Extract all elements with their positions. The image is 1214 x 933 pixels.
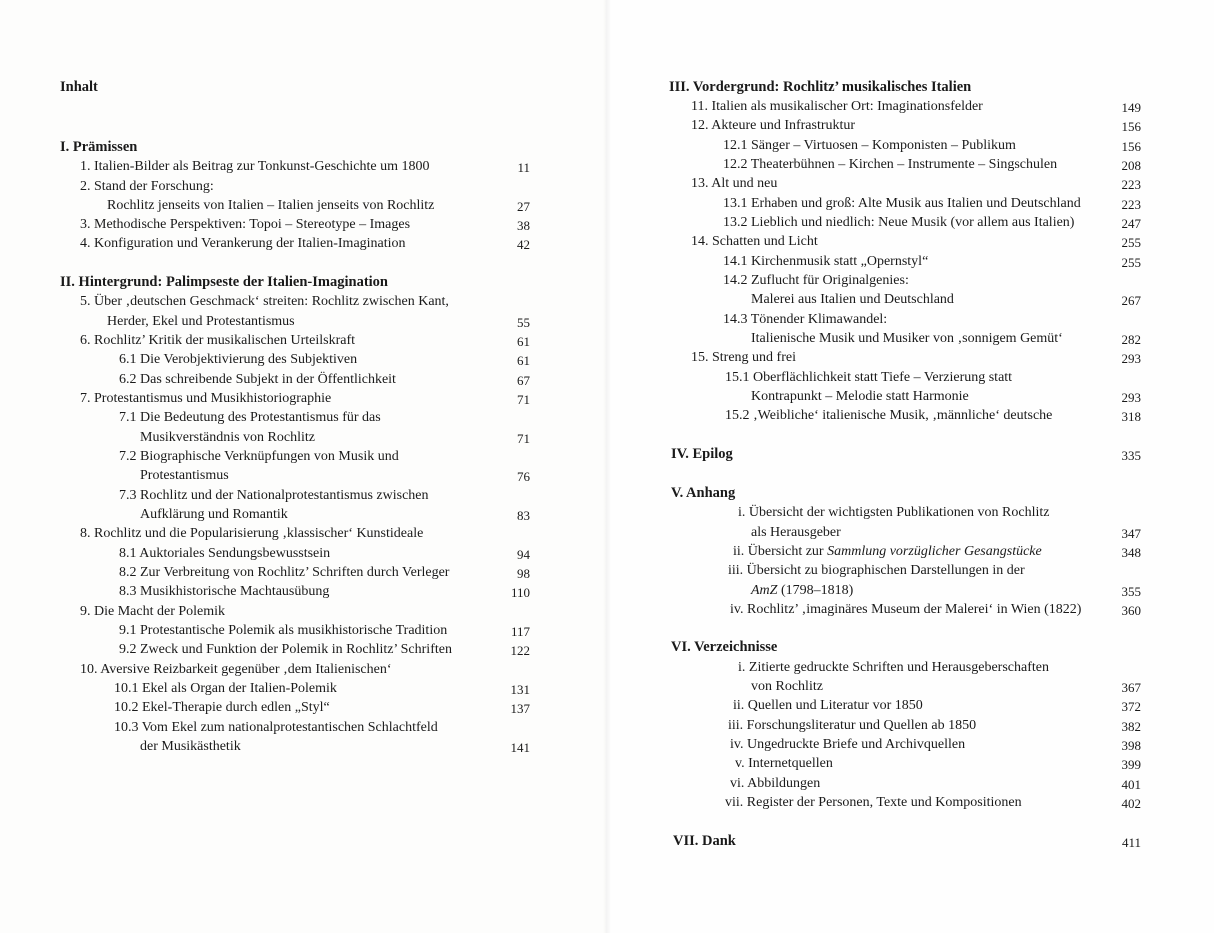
toc-page-number: 61 [517, 334, 530, 349]
toc-entry: 14.3 Tönender Klimawandel: [723, 312, 888, 327]
toc-page-number: 61 [517, 353, 530, 368]
toc-entry: 12. Akteure und Infrastruktur [691, 118, 856, 133]
toc-entry: 7.2 Biographische Verknüpfungen von Musik und [119, 449, 399, 464]
toc-page-number: 94 [517, 547, 530, 562]
toc-entry: 5. Über ‚deutschen Geschmack‘ streiten: Rochlitz zwischen Kant, [80, 294, 449, 309]
toc-section-heading: IV. Epilog [671, 446, 733, 462]
toc-entry: Herder, Ekel und Protestantismus [107, 314, 295, 329]
toc-page-number: 11 [517, 160, 530, 175]
toc-entry: 14. Schatten und Licht [691, 234, 818, 249]
toc-entry: 9.1 Protestantische Polemik als musikhistorische Tradition [119, 623, 448, 638]
toc-page-number: 71 [517, 392, 530, 407]
toc-page-number: 347 [1121, 526, 1141, 541]
toc-entry: 10.3 Vom Ekel zum nationalprotestantischen Schlachtfeld [114, 720, 438, 735]
toc-page-number: 293 [1121, 390, 1141, 405]
toc-page-number: 122 [510, 643, 530, 658]
toc-page-number: 402 [1121, 796, 1141, 811]
toc-page-number: 398 [1121, 738, 1141, 753]
toc-entry: 13.1 Erhaben und groß: Alte Musik aus Italien und Deutschland [723, 196, 1081, 211]
toc-entry: 1. Italien-Bilder als Beitrag zur Tonkunst-Geschichte um 1800 [80, 159, 430, 174]
toc-entry: vi. Abbildungen [730, 776, 821, 791]
toc-entry: 9.2 Zweck und Funktion der Polemik in Rochlitz’ Schriften [119, 642, 452, 657]
toc-entry: 6.2 Das schreibende Subjekt in der Öffentlichkeit [119, 372, 396, 387]
toc-page-number: 255 [1121, 255, 1141, 270]
toc-page-number: 318 [1121, 409, 1141, 424]
right-page [607, 0, 1214, 933]
toc-entry: ii. Quellen und Literatur vor 1850 [733, 698, 923, 713]
toc-entry: 8.2 Zur Verbreitung von Rochlitz’ Schriften durch Verleger [119, 565, 450, 580]
toc-page-number: 98 [517, 566, 530, 581]
toc-page-number: 223 [1121, 197, 1141, 212]
toc-entry: 8.1 Auktoriales Sendungsbewusstsein [119, 546, 331, 561]
toc-entry: Italienische Musik und Musiker von ‚sonnigem Gemüt‘ [751, 331, 1063, 346]
toc-entry: Musikverständnis von Rochlitz [140, 430, 315, 445]
toc-entry: iv. Rochlitz’ ‚imaginäres Museum der Malerei‘ in Wien (1822) [730, 602, 1082, 617]
toc-page-number: 247 [1121, 216, 1141, 231]
toc-page-number: 156 [1121, 119, 1141, 134]
toc-section-heading: VII. Dank [673, 833, 736, 849]
toc-page-number: 42 [517, 237, 530, 252]
toc-page-number: 372 [1121, 699, 1141, 714]
toc-entry: 14.1 Kirchenmusik statt „Opernstyl“ [723, 254, 929, 269]
page-title: Inhalt [60, 79, 98, 95]
toc-entry: Rochlitz jenseits von Italien – Italien jenseits von Rochlitz [107, 198, 435, 213]
toc-section-heading: III. Vordergrund: Rochlitz’ musikalisches Italien [669, 79, 972, 95]
toc-page-number: 208 [1121, 158, 1141, 173]
toc-entry: 8. Rochlitz und die Popularisierung ‚klassischer‘ Kunstideale [80, 526, 424, 541]
toc-entry: der Musikästhetik [140, 739, 241, 754]
toc-entry: 9. Die Macht der Polemik [80, 604, 226, 619]
toc-entry: 6.1 Die Verobjektivierung des Subjektiven [119, 352, 358, 367]
toc-entry: von Rochlitz [751, 679, 823, 694]
toc-entry: 15. Streng und frei [691, 350, 796, 365]
toc-entry: iii. Forschungsliteratur und Quellen ab 1850 [728, 718, 977, 733]
toc-page-number: 131 [510, 682, 530, 697]
toc-entry: 4. Konfiguration und Verankerung der Italien-Imagination [80, 236, 406, 251]
toc-section-heading: II. Hintergrund: Palimpseste der Italien-Imagination [60, 274, 388, 290]
toc-entry: i. Übersicht der wichtigsten Publikationen von Rochlitz [738, 505, 1050, 520]
toc-page-number: 282 [1121, 332, 1141, 347]
toc-page-number: 83 [517, 508, 530, 523]
toc-entry: 8.3 Musikhistorische Machtausübung [119, 584, 330, 599]
toc-page-number: 255 [1121, 235, 1141, 250]
toc-section-heading: VI. Verzeichnisse [671, 639, 778, 655]
toc-page-number: 399 [1121, 757, 1141, 772]
toc-page-number: 355 [1121, 584, 1141, 599]
toc-entry: 7. Protestantismus und Musikhistoriographie [80, 391, 332, 406]
toc-entry: AmZ (1798–1818) [751, 583, 854, 598]
toc-entry: 12.1 Sänger – Virtuosen – Komponisten – Publikum [723, 138, 1016, 153]
toc-entry: Protestantismus [140, 468, 229, 483]
toc-entry: 12.2 Theaterbühnen – Kirchen – Instrumente – Singschulen [723, 157, 1058, 172]
toc-entry: 2. Stand der Forschung: [80, 179, 214, 194]
toc-page-number: 76 [517, 469, 530, 484]
toc-entry: 10. Aversive Reizbarkeit gegenüber ‚dem Italienischen‘ [80, 662, 392, 677]
toc-entry: 15.1 Oberflächlichkeit statt Tiefe – Verzierung statt [725, 370, 1013, 385]
toc-entry: 15.2 ‚Weibliche‘ italienische Musik, ‚männliche‘ deutsche [725, 408, 1053, 423]
toc-page-number: 27 [517, 199, 530, 214]
toc-page-number: 38 [517, 218, 530, 233]
toc-entry: vii. Register der Personen, Texte und Kompositionen [725, 795, 1022, 810]
toc-page-number: 267 [1121, 293, 1141, 308]
toc-page-number: 382 [1121, 719, 1141, 734]
toc-entry: iv. Ungedruckte Briefe und Archivquellen [730, 737, 966, 752]
toc-page-number: 223 [1121, 177, 1141, 192]
toc-entry: 13. Alt und neu [691, 176, 778, 191]
toc-entry: Aufklärung und Romantik [140, 507, 288, 522]
toc-page-number: 401 [1121, 777, 1141, 792]
toc-entry: als Herausgeber [751, 525, 841, 540]
toc-entry: ii. Übersicht zur Sammlung vorzüglicher Gesangstücke [733, 544, 1042, 559]
toc-page-number: 67 [517, 373, 530, 388]
page-fold [603, 0, 611, 933]
toc-entry: i. Zitierte gedruckte Schriften und Herausgeberschaften [738, 660, 1049, 675]
toc-entry: 7.3 Rochlitz und der Nationalprotestantismus zwischen [119, 488, 429, 503]
toc-page-number: 117 [510, 624, 530, 639]
toc-entry: 10.1 Ekel als Organ der Italien-Polemik [114, 681, 337, 696]
toc-entry: Malerei aus Italien und Deutschland [751, 292, 954, 307]
toc-entry: v. Internetquellen [735, 756, 833, 771]
toc-page-number: 360 [1121, 603, 1141, 618]
toc-entry: 11. Italien als musikalischer Ort: Imaginationsfelder [691, 99, 983, 114]
toc-page-number: 156 [1121, 139, 1141, 154]
toc-page-number: 137 [510, 701, 530, 716]
toc-entry: 10.2 Ekel-Therapie durch edlen „Styl“ [114, 700, 330, 715]
toc-page-number: 411 [1121, 835, 1141, 850]
toc-page-number: 71 [517, 431, 530, 446]
toc-entry: 3. Methodische Perspektiven: Topoi – Stereotype – Images [80, 217, 411, 232]
toc-entry: 13.2 Lieblich und niedlich: Neue Musik (vor allem aus Italien) [723, 215, 1075, 230]
toc-page-number: 141 [510, 740, 530, 755]
toc-entry: 7.1 Die Bedeutung des Protestantismus für das [119, 410, 381, 425]
toc-entry: 6. Rochlitz’ Kritik der musikalischen Urteilskraft [80, 333, 356, 348]
toc-page-number: 110 [510, 585, 530, 600]
toc-section-heading: V. Anhang [671, 485, 736, 501]
toc-page-number: 348 [1121, 545, 1141, 560]
toc-entry: iii. Übersicht zu biographischen Darstellungen in der [728, 563, 1025, 578]
toc-page-number: 293 [1121, 351, 1141, 366]
toc-section-heading: I. Prämissen [60, 139, 138, 155]
toc-page-number: 335 [1121, 448, 1141, 463]
toc-entry: 14.2 Zuflucht für Originalgenies: [723, 273, 909, 288]
toc-page-number: 149 [1121, 100, 1141, 115]
toc-page-number: 367 [1121, 680, 1141, 695]
toc-page-number: 55 [517, 315, 530, 330]
toc-entry: Kontrapunkt – Melodie statt Harmonie [751, 389, 969, 404]
